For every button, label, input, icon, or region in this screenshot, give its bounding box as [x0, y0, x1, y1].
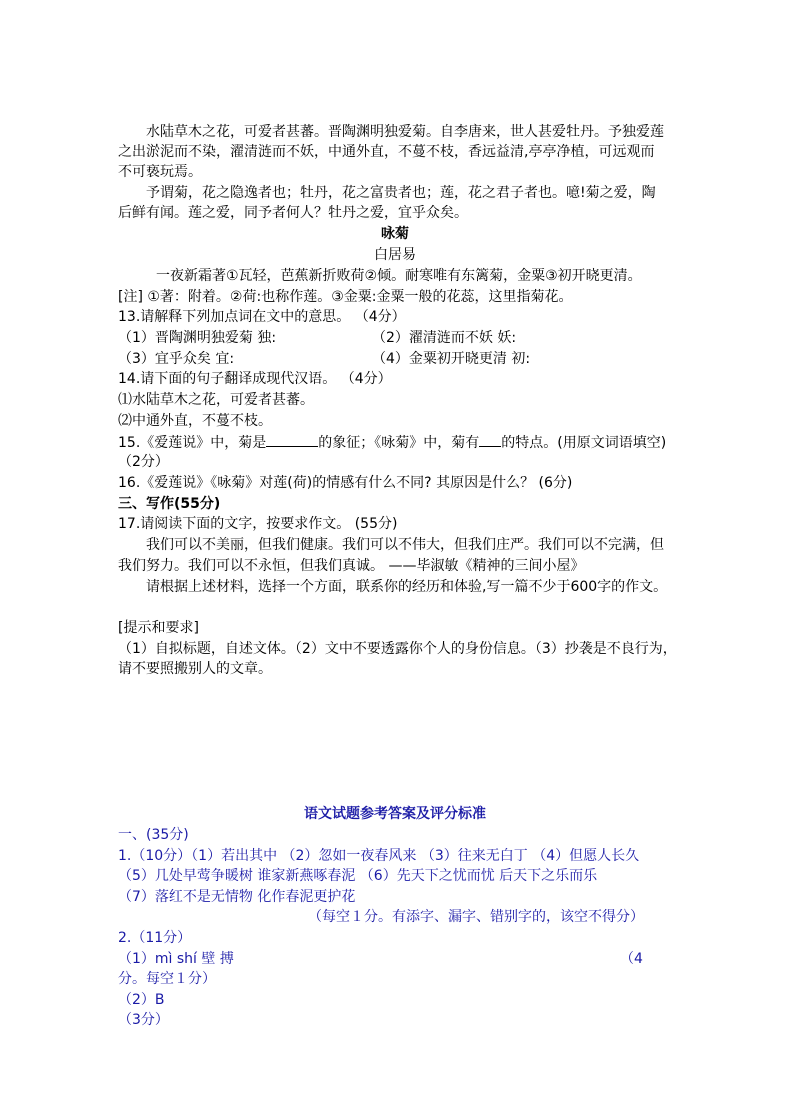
poem-title: 咏菊: [381, 226, 409, 242]
section-heading: 三、写作(55分): [118, 496, 221, 512]
q15-part: 的特点。(用原文词语填空): [501, 435, 667, 451]
poem-note: [注] ①著：附着。②荷:也称作莲。③金粟:金粟一般的花蕊，这里指菊花。: [118, 289, 573, 305]
q13-item: （4）金粟初开晓更清 初:: [372, 351, 531, 367]
answer-line: 分。每空１分）: [118, 971, 216, 987]
answers-title: 语文试题参考答案及评分标准: [304, 806, 486, 822]
answer-note: （每空１分。有添字、漏字、错别字的，该空不得分）: [308, 909, 644, 925]
material-line: 我们可以不美丽，但我们健康。我们可以不伟大，但我们庄严。我们可以不完满，但: [146, 537, 664, 553]
question-15: [118, 432, 666, 452]
question-14: 14.请下面的句子翻译成现代汉语。 （4分）: [118, 371, 392, 387]
q15-part: 的象征；《咏菊》中，菊有: [318, 435, 480, 451]
answer-line: （1）mì shí 壁 搏: [118, 951, 234, 967]
q14-item: ⑵中通外直，不蔓不枝。: [118, 413, 272, 429]
q13-item: （1）晋陶渊明独爱菊 独:: [118, 330, 277, 346]
q15-score: （2分）: [118, 454, 169, 470]
tips-line: 请不要照搬别人的文章。: [118, 661, 272, 677]
passage-line: 之出淤泥而不染，濯清涟而不妖，中通外直，不蔓不枝，香远益清,亭亭净植，可远观而: [118, 144, 655, 160]
passage-line: 不可亵玩焉。: [118, 164, 202, 180]
answer-line: 1.（10分）（1）若出其中 （2）忽如一夜春风来 （3）往来无白丁 （4）但愿人长久: [118, 848, 640, 864]
tips-line: （1）自拟标题，自述文体。（2）文中不要透露你个人的身份信息。（3）抄袭是不良行为，: [118, 641, 677, 657]
answer-line: （3分）: [118, 1012, 169, 1028]
answer-blank[interactable]: [479, 432, 501, 447]
answer-line: 2.（11分）: [118, 930, 192, 946]
q15-part: 15.《爱莲说》中，菊是: [118, 435, 267, 451]
q13-item: （3）宜乎众矣 宜:: [118, 351, 235, 367]
q14-item: ⑴水陆草木之花，可爱者甚蕃。: [118, 392, 314, 408]
answers-section: 一、(35分): [118, 827, 189, 843]
answer-blank[interactable]: [266, 432, 318, 447]
question-16: 16.《爱莲说》《咏菊》对莲(荷)的情感有什么不同? 其原因是什么？ (6分): [118, 475, 573, 491]
answer-line: （2）B: [118, 992, 165, 1008]
poem-author: 白居易: [374, 247, 416, 263]
passage-line: 水陆草木之花，可爱者甚蕃。晋陶渊明独爱菊。自李唐来，世人甚爱牡丹。予独爱莲: [146, 124, 664, 140]
answer-line: （5）几处早莺争暖树 谁家新燕啄春泥 （6）先天下之忧而忧 后天下之乐而乐: [118, 868, 598, 884]
poem-text: 一夜新霜著①瓦轻，芭蕉新折败荷②倾。耐寒唯有东篱菊，金粟③初开晓更清。: [156, 268, 642, 284]
passage-line: 后鲜有闻。莲之爱，同予者何人？牡丹之爱，宜乎众矣。: [118, 205, 468, 221]
q13-item: （2）濯清涟而不妖 妖:: [372, 330, 517, 346]
tips-title: [提示和要求]: [118, 620, 199, 636]
question-17: 17.请阅读下面的文字，按要求作文。 (55分): [118, 516, 398, 532]
question-13: 13.请解释下列加点词在文中的意思。 （4分）: [118, 309, 406, 325]
writing-instruction: 请根据上述材料，选择一个方面，联系你的经历和体验,写一篇不少于600字的作文。: [146, 579, 668, 595]
answer-score-fragment: （4: [620, 951, 643, 967]
material-line: 我们努力。我们可以不永恒，但我们真诚。 ——毕淑敏《精神的三间小屋》: [118, 558, 585, 574]
passage-line: 予谓菊，花之隐逸者也；牡丹，花之富贵者也；莲，花之君子者也。噫!菊之爱，陶: [146, 185, 656, 201]
answer-line: （7）落红不是无情物 化作春泥更护花: [118, 889, 356, 905]
